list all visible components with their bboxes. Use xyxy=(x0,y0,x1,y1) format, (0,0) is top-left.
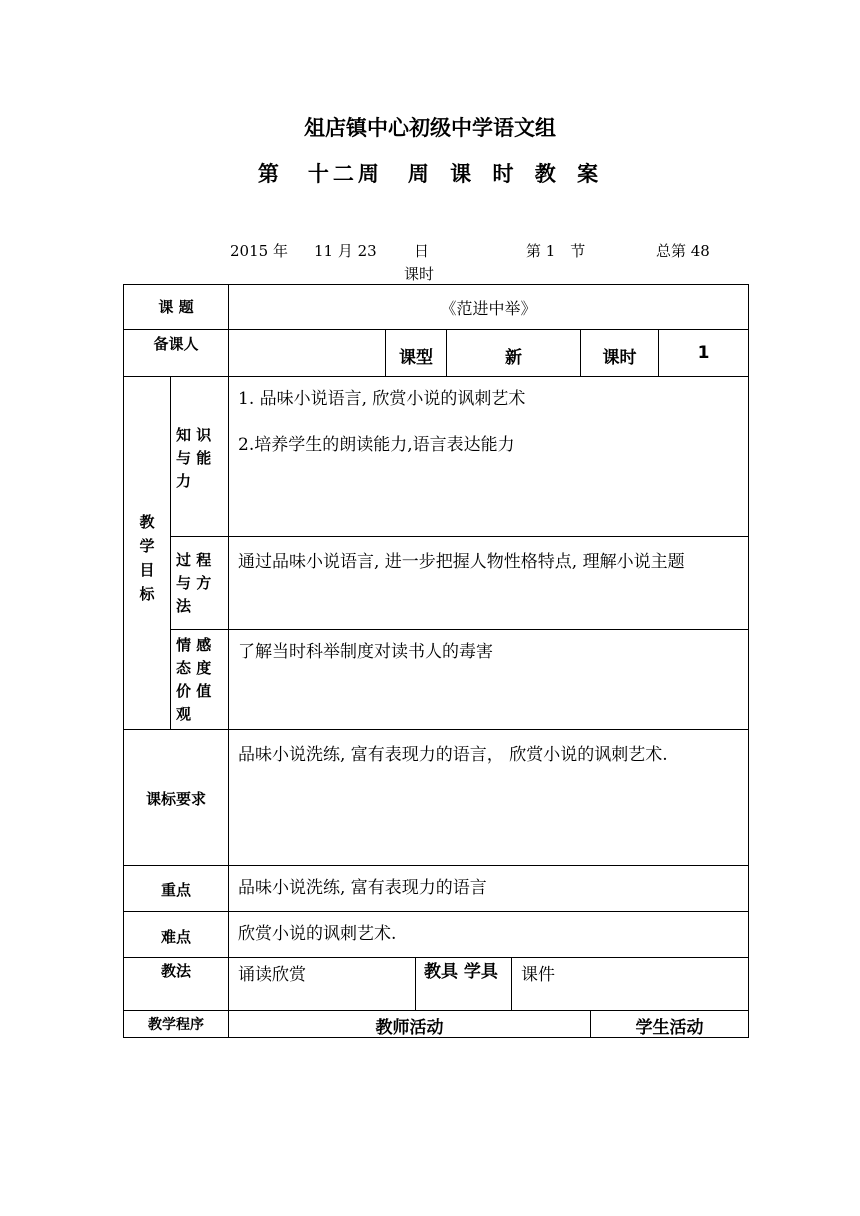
difficulty-text: 欣赏小说的讽刺艺术. xyxy=(238,924,397,944)
type-label: 课型 xyxy=(399,348,433,368)
key-label: 重点 xyxy=(160,881,191,899)
type-value: 新 xyxy=(505,348,522,368)
standard-label: 课标要求 xyxy=(145,790,206,808)
topic-value: 《范进中举》 xyxy=(440,299,537,318)
emotion-label: 情 感 态 度 价 值 观 xyxy=(176,636,212,723)
date-day: 11 月 23 xyxy=(314,242,377,260)
tools-label: 教具 学具 xyxy=(424,962,498,982)
plan-title: 第 十二周 周 课 时 教 案 xyxy=(257,162,603,186)
date-unit: 课时 xyxy=(404,265,435,283)
student-activity-label: 学生活动 xyxy=(635,1018,704,1038)
school-title: 俎店镇中心初级中学语文组 xyxy=(304,116,556,140)
teacher-activity-label: 教师活动 xyxy=(375,1018,444,1038)
topic-label: 课 题 xyxy=(158,298,194,316)
goals-label: 教学目标 xyxy=(139,513,155,603)
knowledge-label: 知 识 与 能 力 xyxy=(176,426,212,490)
preparer-label: 备课人 xyxy=(153,335,199,353)
hours-value: 1 xyxy=(697,343,710,363)
method-text: 诵读欣赏 xyxy=(238,965,306,985)
tools-text: 课件 xyxy=(521,965,555,985)
standard-text: 品味小说洗练, 富有表现力的语言， 欣赏小说的讽刺艺术. xyxy=(238,745,668,765)
difficulty-label: 难点 xyxy=(160,928,191,946)
process-text: 通过品味小说语言, 进一步把握人物性格特点, 理解小说主题 xyxy=(238,552,685,572)
key-text: 品味小说洗练, 富有表现力的语言 xyxy=(238,878,487,898)
date-year: 2015 年 xyxy=(230,242,288,260)
date-day-label: 日 xyxy=(414,242,430,260)
knowledge-line-2: 2.培养学生的朗读能力,语言表达能力 xyxy=(238,435,515,455)
date-section: 第 1 节 xyxy=(526,242,586,260)
hours-label: 课时 xyxy=(602,348,637,368)
knowledge-line-1: 1. 品味小说语言, 欣赏小说的讽刺艺术 xyxy=(238,389,526,409)
procedure-label: 教学程序 xyxy=(148,1017,204,1033)
emotion-text: 了解当时科举制度对读书人的毒害 xyxy=(238,642,493,662)
date-total: 总第 48 xyxy=(656,242,710,260)
process-label: 过 程 与 方 法 xyxy=(176,551,212,615)
method-label: 教法 xyxy=(160,962,191,980)
